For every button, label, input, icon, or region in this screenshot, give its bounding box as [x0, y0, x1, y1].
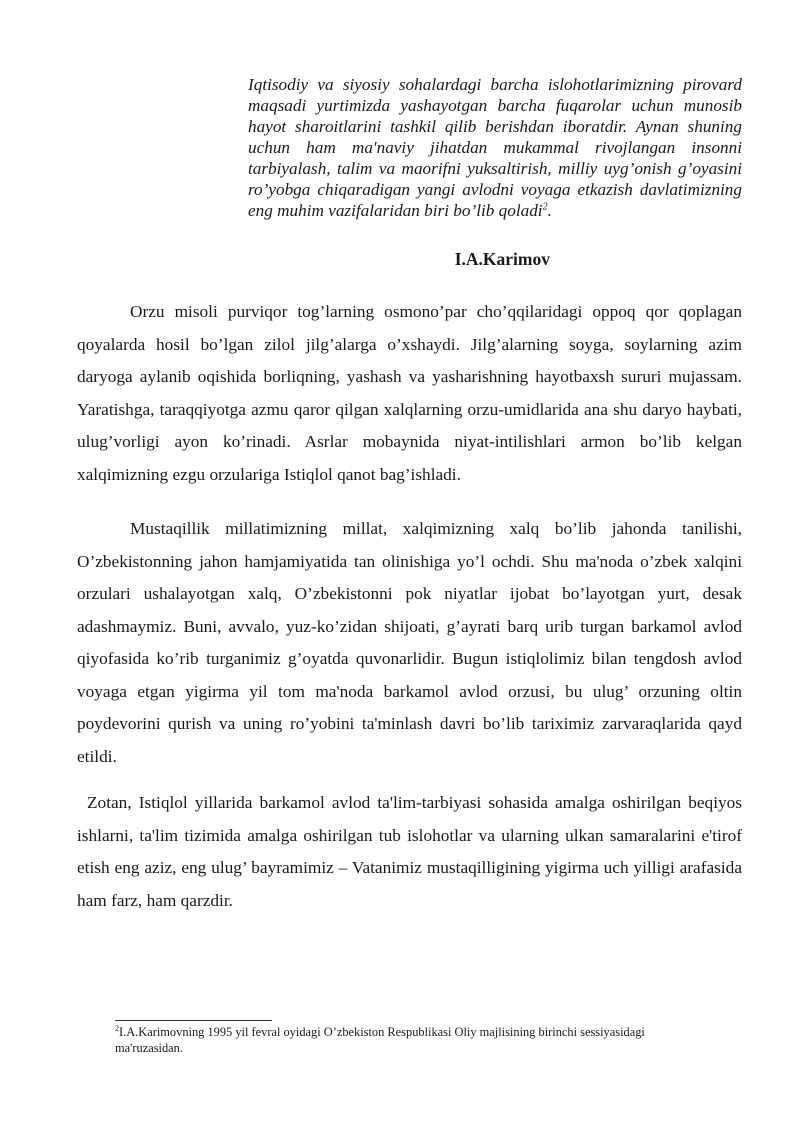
- footnote-divider: [115, 1020, 272, 1021]
- epigraph-author: I.A.Karimov: [454, 249, 550, 269]
- footnote-number: 2: [115, 1023, 119, 1033]
- footnote: [115, 1024, 715, 1056]
- epigraph-quote: [248, 74, 742, 221]
- footnote-reference[interactable]: 2: [542, 201, 548, 213]
- paragraph-3: Zotan, Istiqlol yillarida barkamol avlod ta'lim-tarbiyasi sohasida amalga oshirilgan beqiyos ishlarni, ta'lim tizimida amalga oshirilgan tub islohotlar va ularning ulkan samaralarini e'tirof etish eng aziz, eng ulug’ bayramimiz – Vatanimiz mustaqilligining yigirma uch yilligi arafasida ham farz, ham qarzdir.: [77, 793, 742, 910]
- epigraph-text: Iqtisodiy va siyosiy sohalardagi barcha islohotlarimizning pirovard maqsadi yurtimizda yashayotgan barcha fuqarolar uchun munosib hayot sharoitlarini tashkil qilib berishdan iboratdir. Aynan shuning uchun ham ma'naviy jihatdan mukammal rivojlangan insonni tarbiyalash, talim va maorifni yuksaltirish, milliy uyg’onish g’oyasini ro’yobga chiqaradigan yangi avlodni voyaga etkazish davlatimizning eng muhim vazifalaridan biri bo’lib qoladi: [248, 75, 742, 220]
- paragraph-2: Mustaqillik millatimizning millat, xalqimizning xalq bo’lib jahonda tanilishi, O’zbekistonning jahon hamjamiyatida tan olinishiga yo’l ochdi. Shu ma'noda o’zbek xalqini orzulari ushalayotgan xalq, O’zbekistonni pok niyatlar ijobat bo’layotgan yurt, desak adashmaymiz. Buni, avvalo, yuz-ko’zidan shijoati, g’ayrati barq urib turgan barkamol avlod qiyofasida ko’rib turganimiz g’oyatda quvonarlidir. Bugun istiqlolimiz bilan tengdosh avlod voyaga etgan yigirma yil tom ma'noda barkamol avlod orzusi, bu ulug’ orzuning oltin poydevorini qurish va uning ro’yobini ta'minlash davri bo’lib tariximiz zarvaraqlarida qayd etildi.: [77, 519, 742, 766]
- footnote-text: I.A.Karimovning 1995 yil fevral oyidagi O’zbekiston Respublikasi Oliy majlisining birinchi sessiyasidagi ma'ruzasidan.: [115, 1025, 645, 1055]
- paragraph-1: Orzu misoli purviqor tog’larning osmono’par cho’qqilaridagi oppoq qor qoplagan qoyalarda hosil bo’lgan zilol jilg’alarga o’xshaydi. Jilg’alarning soyga, soylarning azim daryoga aylanib oqishida borliqning, yashash va yasharishning hayotbaxsh sururi mujassam. Yaratishga, taraqqiyotga azmu qaror qilgan xalqlarning orzu-umidlarida ana shu daryo haybati, ulug’vorligi ayon ko’rinadi. Asrlar mobaynida niyat-intilishlari armon bo’lib kelgan xalqimizning ezgu orzulariga Istiqlol qanot bag’ishladi.: [77, 302, 742, 484]
- epigraph-end: .: [547, 201, 552, 220]
